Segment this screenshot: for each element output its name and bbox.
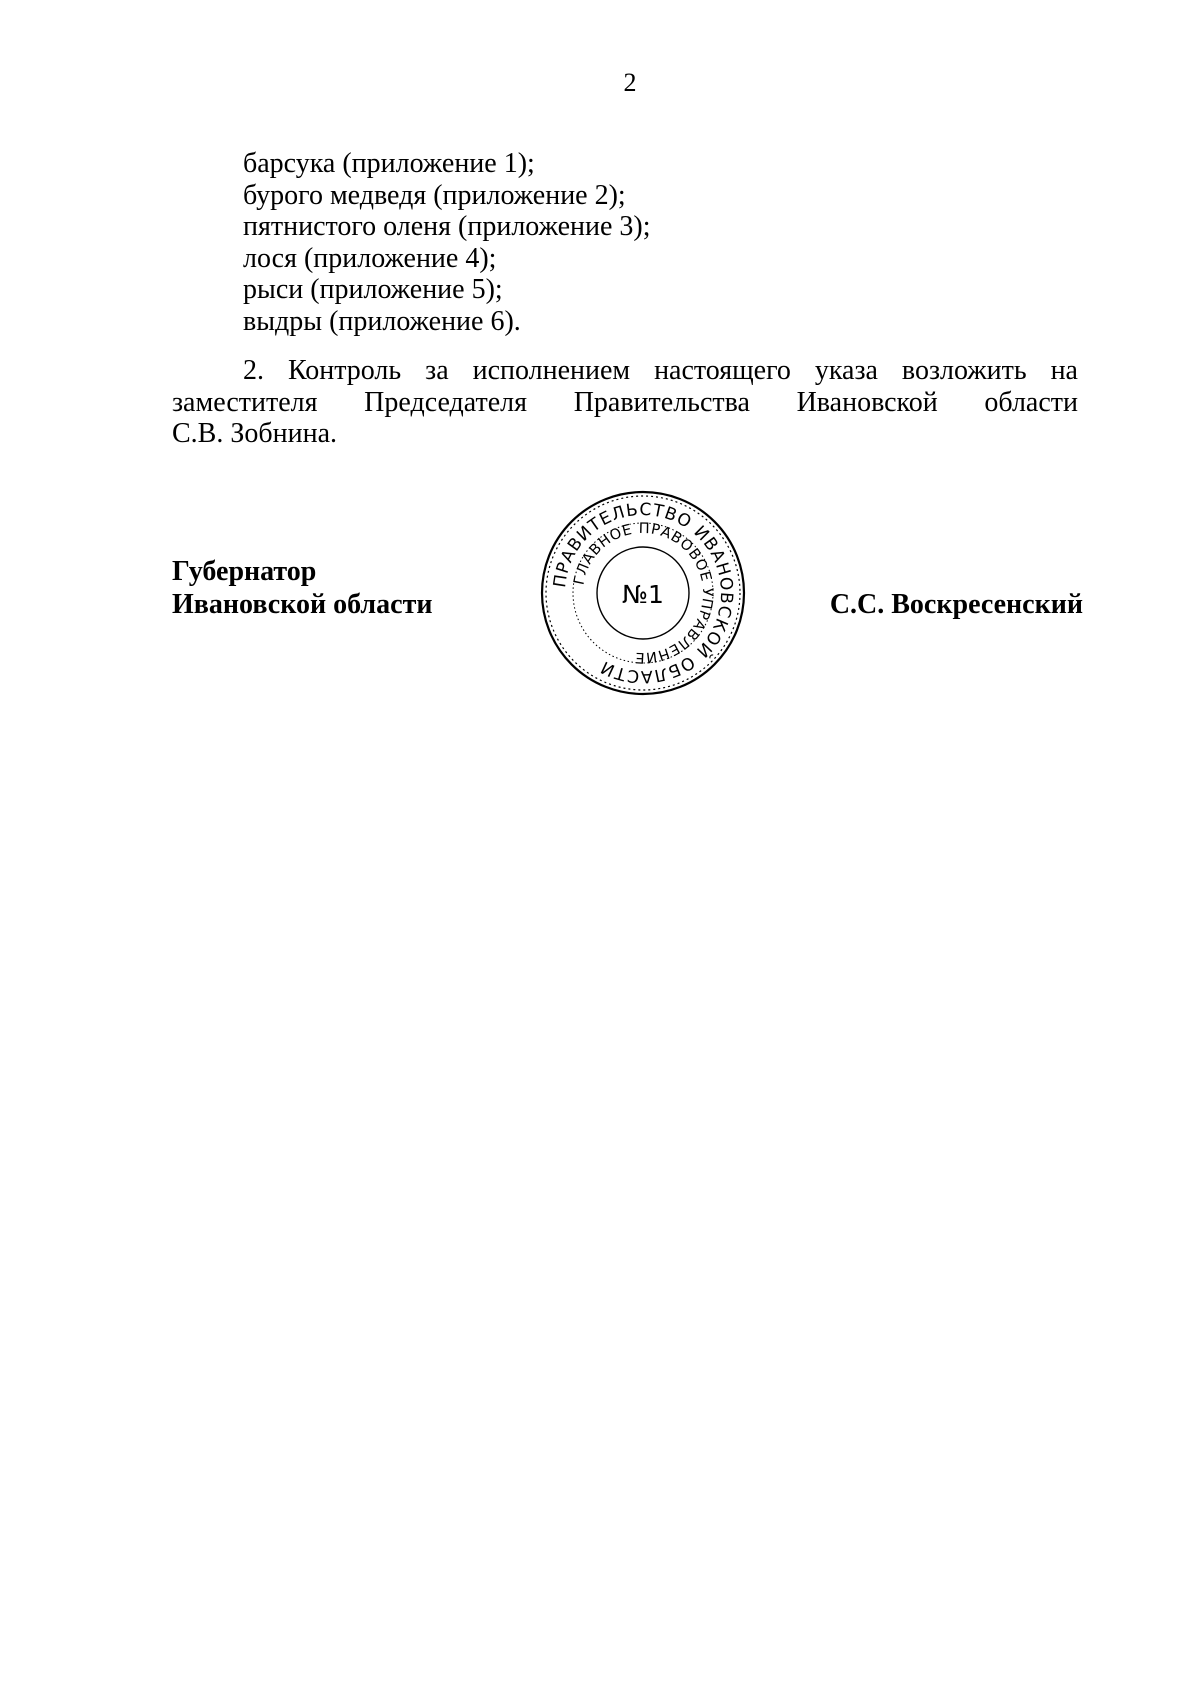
list-item: рыси (приложение 5); (243, 274, 503, 305)
seal-outer-text: ПРАВИТЕЛЬСТВО ИВАНОВСКОЙ ОБЛАСТИ (550, 499, 737, 687)
seal-inner-text: ГЛАВНОЕ ПРАВОВОЕ УПРАВЛЕНИЕ (571, 520, 716, 666)
list-item: выдры (приложение 6). (243, 305, 521, 337)
signatory-title-line-1: Губернатор (172, 556, 317, 587)
list-item: барсука (приложение 1); (243, 148, 535, 179)
signatory-name: С.С. Воскресенский (829, 589, 1083, 620)
list-item: пятнистого оленя (приложение 3); (243, 211, 651, 242)
official-seal (538, 488, 748, 698)
paragraph-line: С.В. Зобнина. (172, 418, 338, 449)
page-number: 2 (623, 68, 637, 97)
signatory-title (172, 555, 432, 621)
signatory-title-line-2: Ивановской области (172, 589, 433, 620)
seal-number: №1 (622, 580, 664, 609)
paragraph-line: 2. Контроль за исполнением настоящего указа возложить на (243, 355, 1078, 386)
control-paragraph (172, 355, 1078, 450)
list-item: бурого медведя (приложение 2); (243, 179, 626, 211)
list-item: лося (приложение 4); (243, 242, 497, 274)
appendix-list (243, 148, 651, 337)
paragraph-line: заместителя Председателя Правительства Ивановской области (172, 386, 1078, 418)
seal-graphic (538, 488, 748, 698)
